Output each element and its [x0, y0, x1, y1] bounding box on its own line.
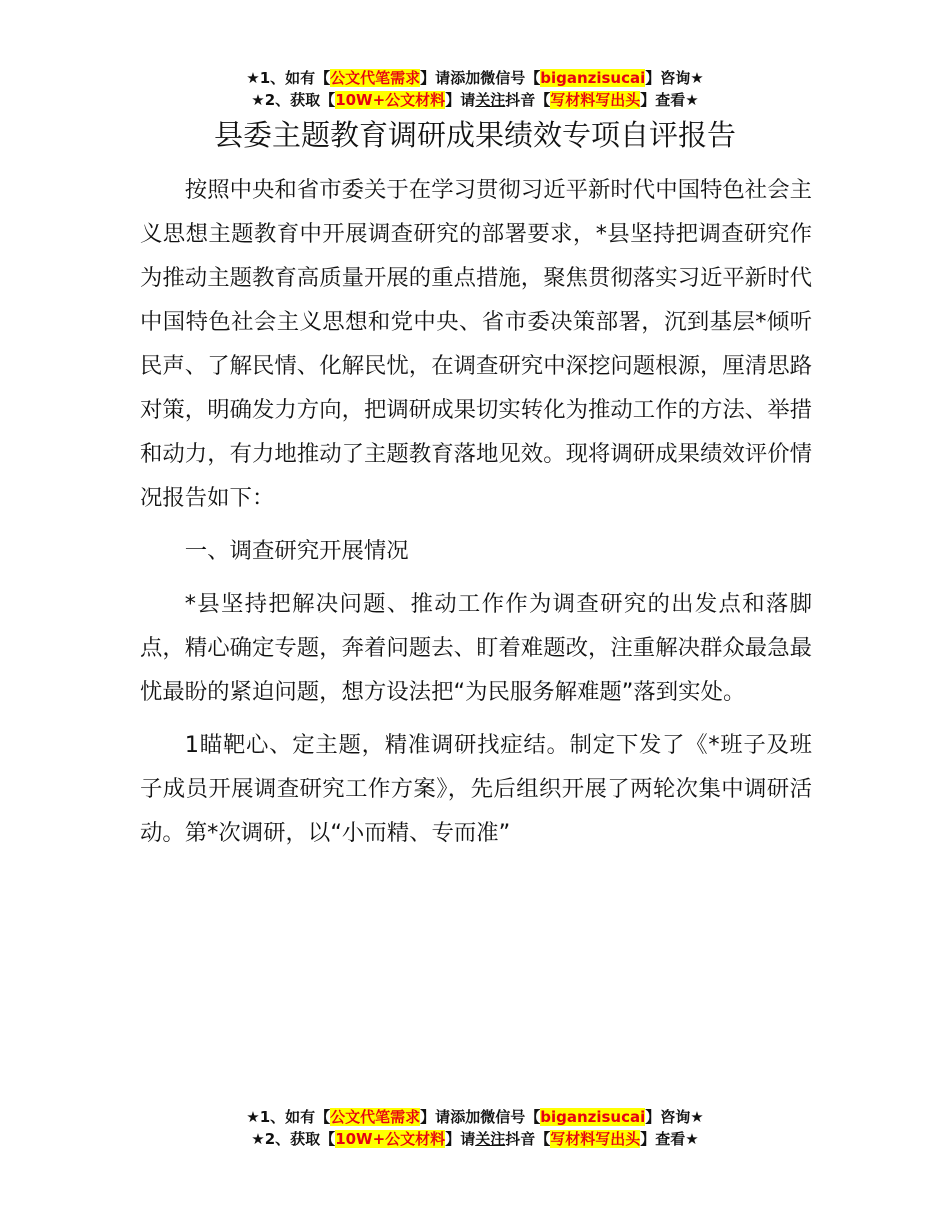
promo-text: 】咨询★	[645, 1108, 704, 1126]
promo-text: 微信号【	[480, 1108, 541, 1126]
promo-text: 】查看★	[640, 91, 699, 109]
promo-wechat-id: biganzisucai	[540, 1108, 646, 1126]
body-paragraph: *县坚持把解决问题、推动工作作为调查研究的出发点和落脚点，精心确定专题，奔着问题去、盯着难题改，注重解决群众最急最忧最盼的紧迫问题，想方设法把“为民服务解难题”落到实处。	[140, 591, 812, 705]
footer-promo-banner	[0, 1106, 950, 1150]
body-paragraph: 按照中央和省市委关于在学习贯彻习近平新时代中国特色社会主义思想主题教育中开展调查研究的部署要求，*县坚持把调查研究作为推动主题教育高质量开展的重点措施，聚焦贯彻落实习近平新时代中国特色社会主义思想和党中央、省市委决策部署，沉到基层*倾听民声、了解民情、化解民忧，在调查研究中深挖问题根源，厘清思路对策，明确发力方向，把调研成果切实转化为推动工作的方法、举措和动力，有力地推动了主题教育落地见效。现将调研成果绩效评价情况报告如下：	[140, 177, 812, 511]
promo-emphasis: 添加	[450, 1108, 481, 1126]
promo-emphasis: 关注	[475, 1130, 506, 1148]
promo-text: 抖音【	[505, 1130, 551, 1148]
promo-text: ★1、如有【	[246, 1108, 331, 1126]
promo-emphasis: 关注	[475, 91, 506, 109]
document-body	[140, 168, 812, 864]
promo-text: 】咨询★	[645, 69, 704, 87]
promo-text: 】请	[445, 91, 476, 109]
promo-highlight: 公文代笔需求	[330, 69, 421, 87]
promo-highlight: 公文代笔需求	[330, 1108, 421, 1126]
promo-text: ★2、获取【	[251, 91, 336, 109]
promo-wechat-id: biganzisucai	[540, 69, 646, 87]
section-heading: 一、调查研究开展情况	[184, 538, 409, 564]
promo-line-1	[0, 1106, 950, 1128]
promo-text: 微信号【	[480, 69, 541, 87]
promo-highlight: 10W+公文材料	[335, 1130, 446, 1148]
promo-text: 】请	[420, 1108, 451, 1126]
body-paragraph: 1瞄靶心、定主题，精准调研找症结。制定下发了《*班子及班子成员开展调查研究工作方案》，先后组织开展了两轮次集中调研活动。第*次调研，以“小而精、专而准”	[140, 732, 812, 846]
header-promo-banner	[0, 67, 950, 111]
promo-douyin-id: 写材料写出头	[550, 91, 641, 109]
promo-line-2	[0, 1128, 950, 1150]
promo-text: ★2、获取【	[251, 1130, 336, 1148]
promo-text: 抖音【	[505, 91, 551, 109]
promo-line-2	[0, 89, 950, 111]
promo-douyin-id: 写材料写出头	[550, 1130, 641, 1148]
promo-highlight: 10W+公文材料	[335, 91, 446, 109]
document-title: 县委主题教育调研成果绩效专项自评报告	[213, 118, 736, 152]
promo-text: 】查看★	[640, 1130, 699, 1148]
promo-text: 】请	[445, 1130, 476, 1148]
promo-emphasis: 添加	[450, 69, 481, 87]
promo-text: 】请	[420, 69, 451, 87]
promo-line-1	[0, 67, 950, 89]
promo-text: ★1、如有【	[246, 69, 331, 87]
